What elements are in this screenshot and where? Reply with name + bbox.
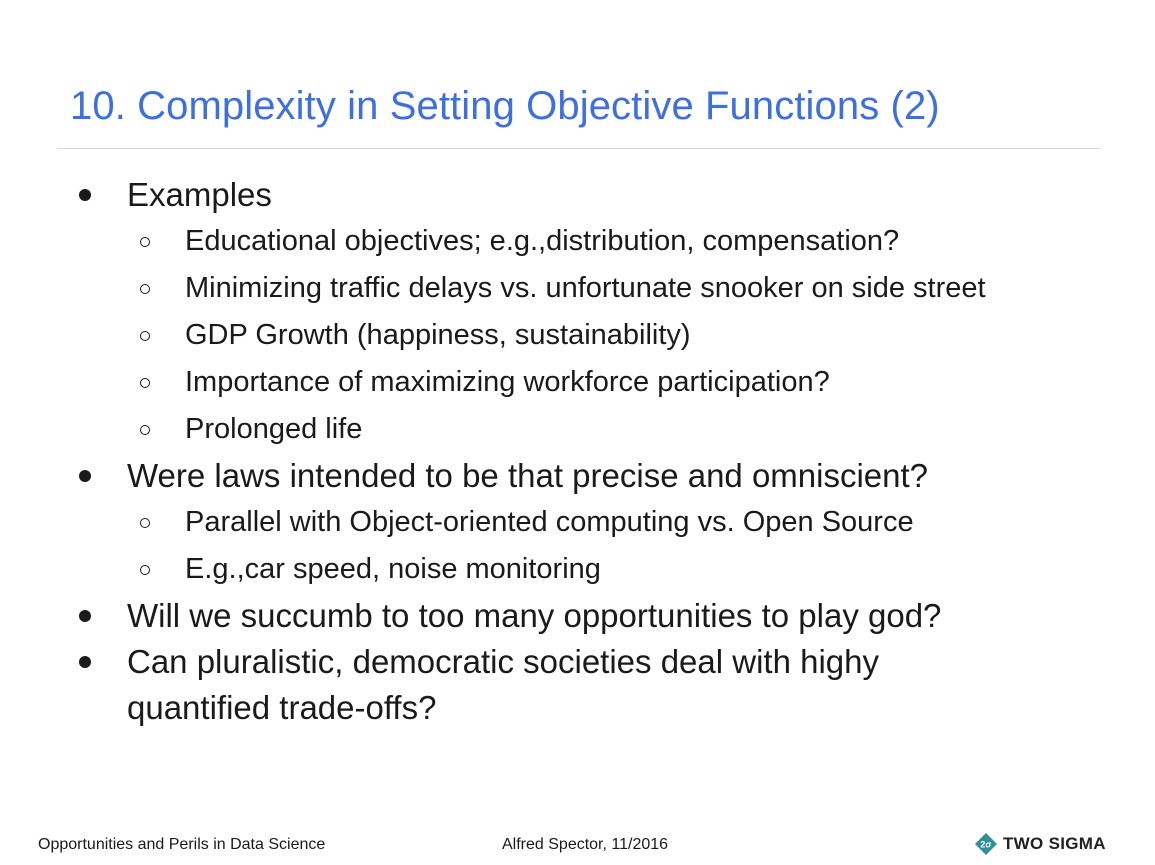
sub-bullet-text: E.g.,car speed, noise monitoring [185, 553, 601, 585]
sub-bullet [0, 499, 1155, 546]
circle-bullet-icon [140, 378, 150, 388]
bullet-laws [0, 453, 1155, 499]
sub-bullet-text: Prolonged life [185, 413, 363, 445]
two-sigma-logo-icon [975, 833, 997, 855]
bullet-dot-icon [79, 189, 91, 201]
bullet-text: Examples [127, 176, 272, 213]
sub-bullet-text: Educational objectives; e.g.,distribution, compensation? [185, 225, 900, 257]
logo-mark-text: 2σ [980, 839, 992, 850]
sub-bullet-text: Parallel with Object-oriented computing vs. Open Source [185, 506, 914, 538]
bullet-dot-icon [79, 610, 91, 622]
footer-presentation-title: Opportunities and Perils in Data Science [38, 836, 326, 853]
footer-author-date: Alfred Spector, 11/2016 [502, 836, 669, 853]
circle-bullet-icon [140, 425, 150, 435]
sub-bullet-text: GDP Growth (happiness, sustainability) [185, 319, 691, 351]
bullet-play-god [0, 593, 1155, 639]
bullet-text: Were laws intended to be that precise and omniscient? [127, 457, 929, 494]
logo-text: TWO SIGMA [1003, 834, 1106, 853]
bullet-pluralistic [0, 639, 1027, 731]
sub-bullet [0, 312, 1155, 359]
bullet-examples [0, 172, 1155, 218]
sub-bullet [0, 546, 1155, 593]
slide-title: 10. Complexity in Setting Objective Functions (2) [70, 84, 940, 128]
circle-bullet-icon [140, 284, 150, 294]
slide-body [0, 172, 1155, 731]
title-divider [57, 148, 1100, 149]
sub-bullet [0, 359, 1155, 406]
bullet-dot-icon [79, 656, 91, 668]
circle-bullet-icon [140, 518, 150, 528]
bullet-dot-icon [79, 470, 91, 482]
sub-bullet-text: Importance of maximizing workforce participation? [185, 366, 830, 398]
two-sigma-logo [975, 832, 1106, 856]
bullet-text: Will we succumb to too many opportunities to play god? [127, 597, 942, 634]
sub-bullet [0, 218, 1155, 265]
sub-bullet-text: Minimizing traffic delays vs. unfortunate snooker on side street [185, 272, 986, 304]
sub-bullet [0, 265, 1155, 312]
bullet-text: Can pluralistic, democratic societies deal with highy quantified trade-offs? [127, 643, 880, 726]
circle-bullet-icon [140, 565, 150, 575]
circle-bullet-icon [140, 331, 150, 341]
circle-bullet-icon [140, 237, 150, 247]
sub-bullet [0, 406, 1155, 453]
